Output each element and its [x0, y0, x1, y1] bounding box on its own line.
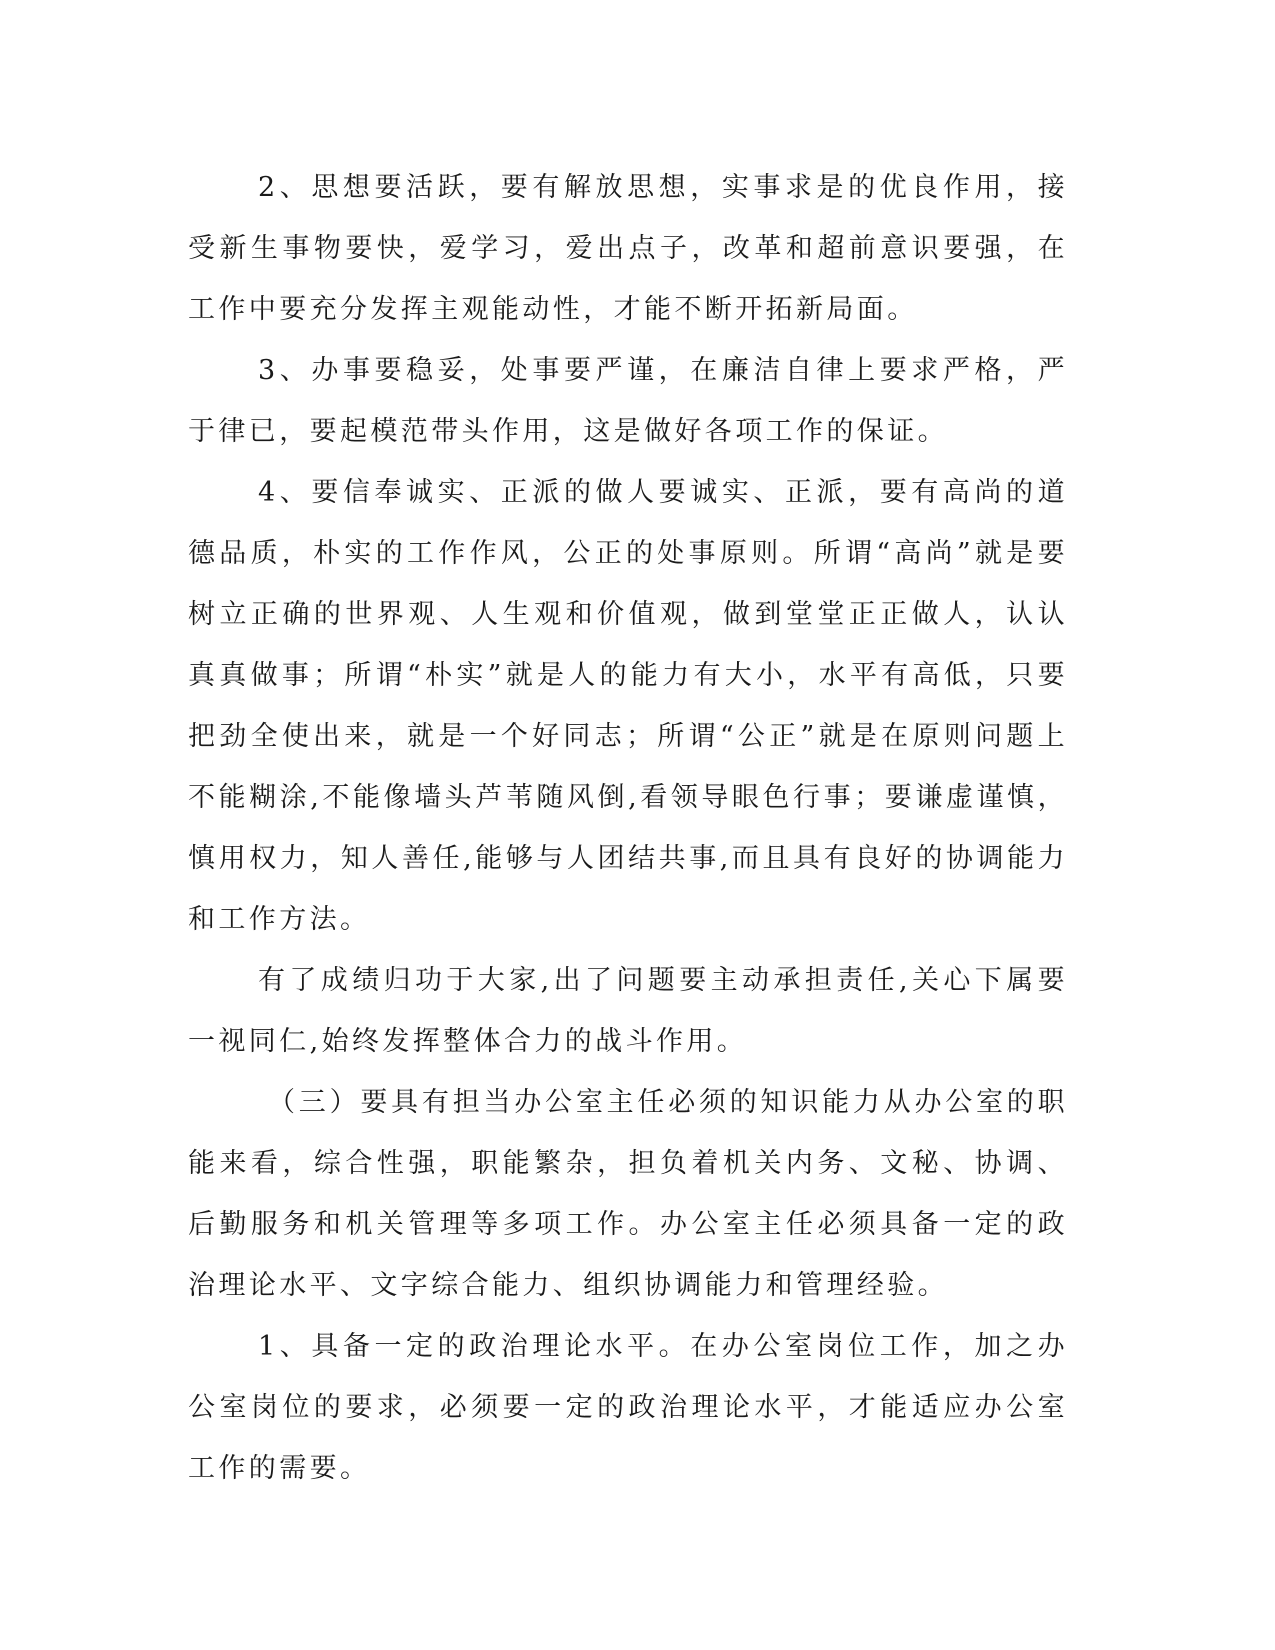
document-body — [188, 157, 1068, 1499]
section-heading-three: （三）要具有担当办公室主任必须的知识能力从办公室的职能来看，综合性强，职能繁杂，担负着机关内务、文秘、协调、后勤服务和机关管理等多项工作。办公室主任必须具备一定的政治理论水平、文字综合能力、组织协调能力和管理经验。 — [188, 1087, 1068, 1301]
paragraph-continuation: 有了成绩归功于大家,出了问题要主动承担责任,关心下属要一视同仁,始终发挥整体合力的战斗作用。 — [188, 965, 1068, 1057]
paragraph-item-3: 3、办事要稳妥，处事要严谨，在廉洁自律上要求严格，严于律已，要起模范带头作用，这是做好各项工作的保证。 — [188, 355, 1068, 447]
paragraph-item-1: 1、具备一定的政治理论水平。在办公室岗位工作，加之办公室岗位的要求，必须要一定的政治理论水平，才能适应办公室工作的需要。 — [188, 1331, 1068, 1484]
paragraph-item-2: 2、思想要活跃，要有解放思想，实事求是的优良作用，接受新生事物要快，爱学习，爱出点子，改革和超前意识要强，在工作中要充分发挥主观能动性，才能不断开拓新局面。 — [188, 172, 1068, 325]
paragraph-item-4: 4、要信奉诚实、正派的做人要诚实、正派，要有高尚的道德品质，朴实的工作作风，公正的处事原则。所谓“高尚”就是要树立正确的世界观、人生观和价值观，做到堂堂正正做人，认认真真做事；所谓“朴实”就是人的能力有大小，水平有高低，只要把劲全使出来，就是一个好同志；所谓“公正”就是在原则问题上不能糊涂,不能像墙头芦苇随风倒,看领导眼色行事；要谦虚谨慎，慎用权力，知人善任,能够与人团结共事,而且具有良好的协调能力和工作方法。 — [188, 477, 1068, 935]
